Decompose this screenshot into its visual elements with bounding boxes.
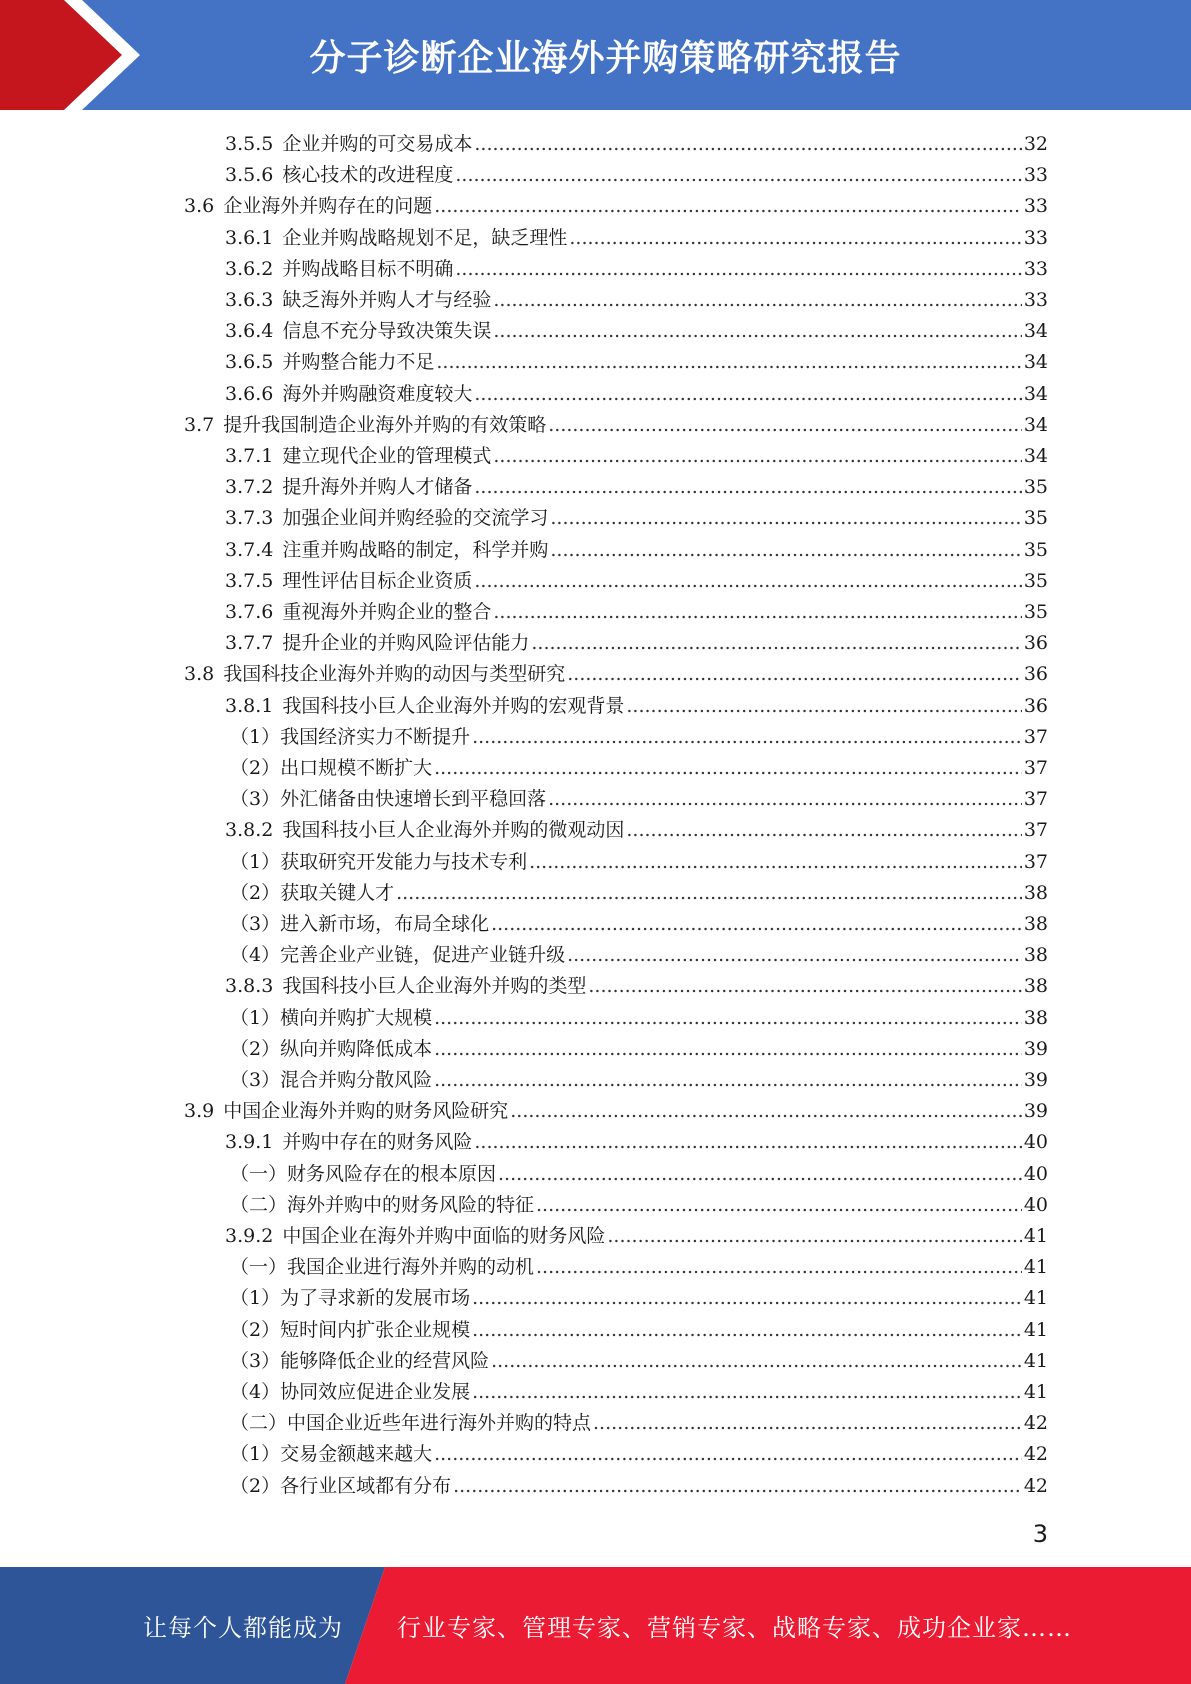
toc-entry[interactable]	[184, 1096, 1048, 1127]
toc-entry-number: 3.6.6	[225, 382, 274, 405]
toc-entry-title: 并购战略目标不明确	[282, 257, 454, 280]
toc-entry-title: 提升海外并购人才储备	[282, 476, 473, 499]
toc-entry[interactable]	[230, 1439, 1048, 1470]
toc-entry-page: 40	[1023, 1131, 1048, 1154]
toc-entry-page: 41	[1023, 1256, 1048, 1279]
toc-dot-leader	[472, 1283, 1022, 1314]
toc-entry-page: 42	[1023, 1412, 1048, 1435]
toc-entry-page: 39	[1023, 1037, 1048, 1060]
toc-entry-number: 3.6.3	[225, 289, 274, 311]
toc-entry-title: （1）获取研究开发能力与技术专利	[230, 850, 528, 873]
toc-entry-page: 42	[1023, 1474, 1048, 1497]
toc-entry[interactable]	[230, 1159, 1048, 1190]
toc-entry-page: 35	[1023, 507, 1048, 530]
toc-dot-leader	[626, 691, 1021, 722]
toc-dot-leader	[593, 1408, 1022, 1439]
toc-dot-leader	[474, 379, 1021, 410]
toc-dot-leader	[550, 503, 1021, 534]
toc-entry-number: 3.8.2	[225, 819, 274, 842]
toc-entry[interactable]	[225, 285, 1048, 316]
toc-entry-page: 36	[1023, 663, 1048, 686]
toc-dot-leader	[474, 129, 1021, 160]
toc-entry[interactable]	[230, 1065, 1048, 1096]
toc-entry-number: 3.8.3	[225, 975, 274, 998]
toc-entry-title: 加强企业间并购经验的交流学习	[282, 507, 549, 530]
toc-entry-title: 核心技术的改进程度	[282, 164, 454, 187]
toc-entry[interactable]	[225, 691, 1048, 722]
toc-entry-title: 重视海外并购企业的整合	[282, 601, 492, 623]
toc-entry-page: 32	[1023, 133, 1048, 155]
toc-entry[interactable]	[230, 1003, 1048, 1034]
toc-dot-leader	[548, 410, 1022, 441]
toc-entry[interactable]	[225, 379, 1048, 410]
toc-dot-leader	[472, 1315, 1022, 1346]
toc-entry-title: 理性评估目标企业资质	[282, 569, 473, 592]
toc-dot-leader	[626, 815, 1021, 846]
toc-entry[interactable]	[230, 784, 1048, 815]
toc-entry-page: 38	[1023, 1006, 1048, 1029]
toc-entry-number: 3.6.1	[225, 226, 274, 249]
toc-entry-page: 35	[1023, 601, 1048, 623]
toc-entry-title: （2）获取关键人才	[230, 881, 395, 904]
toc-entry-title: 中国企业海外并购的财务风险研究	[223, 1100, 509, 1123]
toc-entry[interactable]	[225, 628, 1048, 659]
toc-entry-title: 提升我国制造企业海外并购的有效策略	[223, 413, 547, 436]
toc-dot-leader	[434, 753, 1022, 784]
toc-entry-title: （2）短时间内扩张企业规模	[230, 1318, 471, 1341]
toc-entry-number: 3.9.1	[225, 1131, 274, 1154]
toc-dot-leader	[455, 254, 1021, 285]
toc-entry-page: 33	[1023, 226, 1048, 249]
footer-slogan-right: 行业专家、管理专家、营销专家、战略专家、成功企业家……	[397, 1614, 1072, 1642]
toc-entry[interactable]	[230, 1190, 1048, 1221]
toc-entry-number: 3.7	[184, 413, 215, 436]
toc-entry-page: 41	[1023, 1225, 1048, 1247]
toc-entry[interactable]	[230, 1315, 1048, 1346]
toc-entry-title: （二）中国企业近些年进行海外并购的特点	[230, 1412, 592, 1435]
toc-entry[interactable]	[225, 223, 1048, 254]
toc-entry[interactable]	[225, 129, 1048, 160]
toc-entry-title: 提升企业的并购风险评估能力	[282, 632, 530, 655]
toc-dot-leader	[434, 1034, 1022, 1065]
toc-dot-leader	[493, 285, 1021, 316]
toc-dot-leader	[434, 1439, 1022, 1470]
toc-entry-page: 34	[1023, 413, 1048, 436]
toc-entry-title: 企业并购战略规划不足，缺乏理性	[282, 226, 568, 249]
page-footer	[0, 1567, 1191, 1684]
toc-entry-number: 3.5.5	[225, 133, 274, 155]
toc-entry-page: 33	[1023, 164, 1048, 187]
toc-entry[interactable]	[230, 1471, 1048, 1502]
toc-entry[interactable]	[225, 441, 1048, 472]
toc-entry[interactable]	[230, 878, 1048, 909]
toc-entry-number: 3.7.5	[225, 569, 274, 592]
toc-entry-page: 33	[1023, 257, 1048, 280]
toc-entry[interactable]	[225, 316, 1048, 347]
toc-entry-page: 40	[1023, 1193, 1048, 1216]
toc-dot-leader	[474, 566, 1021, 597]
toc-entry[interactable]	[225, 1221, 1048, 1252]
toc-dot-leader	[474, 1127, 1021, 1158]
toc-entry[interactable]	[225, 503, 1048, 534]
toc-entry[interactable]	[230, 940, 1048, 971]
toc-entry-number: 3.6.5	[225, 351, 274, 374]
toc-dot-leader	[434, 191, 1022, 222]
toc-entry-page: 38	[1023, 975, 1048, 998]
toc-dot-leader	[588, 971, 1021, 1002]
toc-entry[interactable]	[184, 659, 1048, 690]
toc-entry-title: （4）完善企业产业链，促进产业链升级	[230, 944, 566, 967]
toc-entry-page: 38	[1023, 881, 1048, 904]
toc-entry-page: 34	[1023, 320, 1048, 343]
toc-entry-title: 并购中存在的财务风险	[282, 1131, 473, 1154]
toc-entry-page: 39	[1023, 1100, 1048, 1123]
toc-dot-leader	[436, 347, 1021, 378]
toc-entry-page: 40	[1023, 1162, 1048, 1185]
toc-dot-leader	[453, 1471, 1022, 1502]
toc-entry-number: 3.7.6	[225, 601, 274, 623]
toc-entry-number: 3.6.2	[225, 257, 274, 280]
toc-entry-title: （一）我国企业进行海外并购的动机	[230, 1256, 535, 1279]
toc-dot-leader	[510, 1096, 1022, 1127]
toc-entry[interactable]	[225, 535, 1048, 566]
toc-entry-title: （二）海外并购中的财务风险的特征	[230, 1193, 535, 1216]
toc-entry-page: 35	[1023, 569, 1048, 592]
toc-entry-title: 我国科技小巨人企业海外并购的宏观背景	[282, 694, 625, 717]
toc-entry-title: （2）出口规模不断扩大	[230, 757, 433, 779]
toc-dot-leader	[550, 535, 1021, 566]
toc-entry-title: （1）交易金额越来越大	[230, 1443, 433, 1466]
toc-entry[interactable]	[230, 1346, 1048, 1377]
toc-entry[interactable]	[184, 191, 1048, 222]
toc-dot-leader	[472, 722, 1022, 753]
toc-dot-leader	[434, 1003, 1022, 1034]
toc-entry[interactable]	[230, 722, 1048, 753]
toc-dot-leader	[434, 1065, 1022, 1096]
toc-entry-page: 35	[1023, 476, 1048, 499]
toc-dot-leader	[548, 784, 1022, 815]
toc-entry-page: 41	[1023, 1349, 1048, 1372]
toc-dot-leader	[531, 628, 1021, 659]
toc-entry-page: 35	[1023, 538, 1048, 561]
toc-entry[interactable]	[230, 1283, 1048, 1314]
toc-entry-number: 3.6	[184, 195, 215, 218]
toc-entry-number: 3.9	[184, 1100, 215, 1123]
toc-entry-page: 42	[1023, 1443, 1048, 1466]
toc-entry-title: 注重并购战略的制定，科学并购	[282, 538, 549, 561]
toc-dot-leader	[474, 472, 1021, 503]
toc-entry-number: 3.7.4	[225, 538, 274, 561]
toc-dot-leader	[536, 1252, 1022, 1283]
toc-entry-title: 建立现代企业的管理模式	[282, 445, 492, 467]
toc-entry-page: 33	[1023, 289, 1048, 311]
toc-entry-title: （2）各行业区域都有分布	[230, 1474, 452, 1497]
toc-dot-leader	[472, 1377, 1022, 1408]
toc-entry-page: 37	[1023, 757, 1048, 779]
toc-entry-page: 33	[1023, 195, 1048, 218]
header-title: 分子诊断企业海外并购策略研究报告	[309, 37, 902, 79]
toc-entry-page: 37	[1023, 725, 1048, 748]
toc-dot-leader	[396, 878, 1022, 909]
toc-entry-title: （3）进入新市场，布局全球化	[230, 913, 490, 935]
toc-entry-page: 34	[1023, 445, 1048, 467]
toc-entry[interactable]	[225, 347, 1048, 378]
toc-dot-leader	[607, 1221, 1021, 1252]
toc-entry-page: 39	[1023, 1069, 1048, 1091]
toc-entry-page: 37	[1023, 788, 1048, 811]
toc-entry-title: （3）混合并购分散风险	[230, 1069, 433, 1091]
toc-entry-page: 38	[1023, 944, 1048, 967]
toc-entry-page: 37	[1023, 819, 1048, 842]
toc-entry-number: 3.6.4	[225, 320, 274, 343]
toc-entry-title: 并购整合能力不足	[282, 351, 435, 374]
toc-dot-leader	[491, 1346, 1022, 1377]
toc-entry-page: 36	[1023, 694, 1048, 717]
toc-entry-page: 38	[1023, 913, 1048, 935]
toc-entry-number: 3.7.7	[225, 632, 274, 655]
toc-entry-title: （4）协同效应促进企业发展	[230, 1381, 471, 1403]
toc-entry-page: 41	[1023, 1381, 1048, 1403]
toc-entry-title: （一）财务风险存在的根本原因	[230, 1162, 497, 1185]
toc-dot-leader	[498, 1159, 1022, 1190]
toc-dot-leader	[529, 847, 1022, 878]
toc-entry[interactable]	[230, 753, 1048, 784]
toc-entry[interactable]	[225, 597, 1048, 628]
toc-entry-title: 海外并购融资难度较大	[282, 382, 473, 405]
toc-dot-leader	[569, 223, 1021, 254]
toc-entry[interactable]	[225, 566, 1048, 597]
toc-entry[interactable]	[225, 1127, 1048, 1158]
toc-entry[interactable]	[225, 160, 1048, 191]
page-number: 3	[1032, 1520, 1048, 1548]
toc-entry[interactable]	[184, 410, 1048, 441]
toc-entry[interactable]	[230, 909, 1048, 940]
toc-entry-number: 3.7.1	[225, 445, 274, 467]
toc-entry-title: （1）为了寻求新的发展市场	[230, 1287, 471, 1310]
toc-entry[interactable]	[225, 472, 1048, 503]
toc-entry[interactable]	[225, 815, 1048, 846]
toc-dot-leader	[493, 441, 1021, 472]
toc-entry[interactable]	[225, 254, 1048, 285]
toc-entry-page: 34	[1023, 351, 1048, 374]
toc-dot-leader	[455, 160, 1021, 191]
toc-entry-number: 3.7.2	[225, 476, 274, 499]
toc-entry-number: 3.9.2	[225, 1225, 274, 1247]
footer-slogan-left: 让每个人都能成为	[143, 1614, 343, 1642]
toc-entry-title: （2）纵向并购降低成本	[230, 1037, 433, 1060]
toc-dot-leader	[493, 316, 1021, 347]
toc-entry[interactable]	[230, 1377, 1048, 1408]
page-header	[0, 0, 1191, 110]
toc-entry-title: 我国科技小巨人企业海外并购的微观动因	[282, 819, 625, 842]
toc-entry-number: 3.5.6	[225, 164, 274, 187]
toc-entry-page: 37	[1023, 850, 1048, 873]
toc-entry-title: （3）能够降低企业的经营风险	[230, 1349, 490, 1372]
toc-entry-title: （3）外汇储备由快速增长到平稳回落	[230, 788, 547, 811]
toc-entry-title: 企业海外并购存在的问题	[223, 195, 433, 218]
toc-entry-page: 41	[1023, 1318, 1048, 1341]
toc-dot-leader	[493, 597, 1021, 628]
toc-entry-title: 我国科技企业海外并购的动因与类型研究	[223, 663, 566, 686]
toc-entry-title: （1）我国经济实力不断提升	[230, 725, 471, 748]
toc-entry[interactable]	[230, 1408, 1048, 1439]
toc-entry[interactable]	[225, 971, 1048, 1002]
toc-entry-number: 3.7.3	[225, 507, 274, 530]
toc-entry-title: 我国科技小巨人企业海外并购的类型	[282, 975, 587, 998]
toc-entry[interactable]	[230, 1034, 1048, 1065]
toc-entry-title: （1）横向并购扩大规模	[230, 1006, 433, 1029]
toc-entry-page: 41	[1023, 1287, 1048, 1310]
toc-entry-title: 信息不充分导致决策失误	[282, 320, 492, 343]
toc-dot-leader	[536, 1190, 1022, 1221]
toc-entry-page: 34	[1023, 382, 1048, 405]
toc-entry-title: 中国企业在海外并购中面临的财务风险	[282, 1225, 606, 1247]
toc-entry[interactable]	[230, 847, 1048, 878]
toc-dot-leader	[567, 940, 1022, 971]
toc-entry-number: 3.8.1	[225, 694, 274, 717]
toc-entry-title: 企业并购的可交易成本	[282, 133, 473, 155]
toc-dot-leader	[491, 909, 1022, 940]
toc-entry-page: 36	[1023, 632, 1048, 655]
toc-dot-leader	[567, 659, 1022, 690]
toc-entry-number: 3.8	[184, 663, 215, 686]
toc-entry[interactable]	[230, 1252, 1048, 1283]
toc-entry-title: 缺乏海外并购人才与经验	[282, 289, 492, 311]
